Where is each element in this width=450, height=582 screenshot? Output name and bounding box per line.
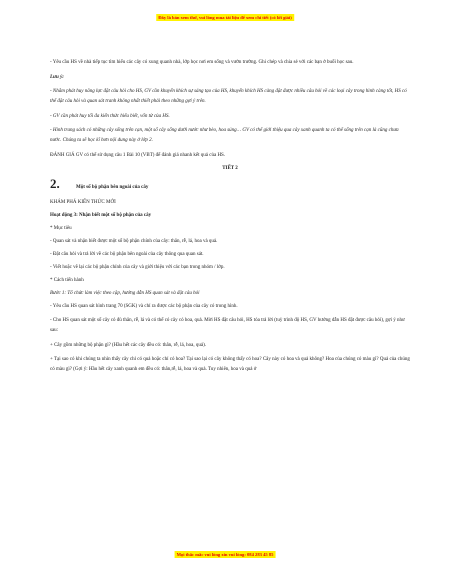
step-1-item-1: - Yêu cầu HS quan sát hình trang 70 (SGK) và chỉ ra được các bộ phận của cây có trong hình. bbox=[50, 304, 238, 309]
note-heading: Lưu ý: bbox=[50, 75, 64, 80]
section-number: 2. bbox=[50, 176, 60, 191]
note-2: - GV cần phát huy tối đa kiến thức hiểu biết, vốn từ của HS. bbox=[50, 114, 170, 119]
step-1-heading: Bước 1: Tổ chức làm việc theo cặp, hướng dẫn HS quan sát và đặt câu hỏi bbox=[50, 291, 200, 296]
explore-heading: KHÁM PHÁ KIẾN THỨC MỚI bbox=[50, 200, 116, 205]
note-3: - Hình trang sách có những cây sống trên cạn, một số cây sống dưới nước như bèo, hoa súng… GV có thể giới thiệu qua cây xanh quanh ta có thể sống trên cạn là cũng chưa nước. Chúng ta sẽ học kĩ hơn nội dung này ở lớp 2. bbox=[50, 128, 399, 143]
note-1: - Nhằm phát huy năng lực đặt câu hỏi cho HS, GV cần khuyến khích sự sáng tạo của HS, khuyến khích HS càng đặt được nhiều câu hỏi về các loại cây trong hình càng tốt, HS có thể đặt câu hỏi và quan sát tranh không nhất thiết phải theo những gợi ý trên. bbox=[50, 89, 407, 104]
activity-heading: Hoạt động 3: Nhận biết một số bộ phận của cây bbox=[50, 213, 152, 218]
step-1-item-3: + Cây gồm những bộ phận gì? (Hầu hết các cây đều có: thân, rễ, lá, hoa, quả). bbox=[50, 343, 207, 348]
objective-heading: * Mục tiêu bbox=[50, 226, 72, 231]
lesson-period-heading: TIẾT 2 bbox=[222, 166, 238, 171]
step-1-item-2: - Cho HS quan sát một số cây có đủ thân, rễ, lá và có thể có cây có hoa, quả. Mời HS đặt câu hỏi, HS tóa trả lời (tuỳ trình độ HS, GV hướng dẫn HS đặt được câu hỏi), gợi ý như sau: bbox=[50, 318, 405, 333]
objective-2: - Đặt câu hỏi và trả lời về các bộ phận bên ngoài của cây thông qua quan sát. bbox=[50, 252, 204, 257]
header-banner: Đây là bản xem thử, vui lòng mua tài liệu để xem chi tiết (có lời giải) bbox=[158, 15, 292, 20]
step-1-item-4: + Tại sao có khi chúng ta nhìn thấy cây chỉ có quả hoặc chỉ có hoa? Tại sao lại có cây không thấy có hoa? Cây này có hoa và quả không? Hoa của chúng có màu gì? Quả của chúng có màu gì? (Gợi ý: Hầu hết cây xanh quanh em đều có: thân,rễ, lá, hoa và quả. Tuy nhiên, hoa và quả ở bbox=[50, 357, 410, 372]
section-title: Một số bộ phận bên ngoài của cây bbox=[76, 185, 149, 190]
paragraph-homework: - Yêu cầu HS về nhà tiếp tục tìm hiểu các cây có xung quanh nhà, lớp học nơi em sống và vườn trường. Ghi chép và chia sẻ với các bạn ở buổi học sau. bbox=[50, 60, 354, 65]
section-heading bbox=[50, 178, 410, 191]
objective-3: - Viết hoặc vẽ lại các bộ phận chính của cây và giới thiệu với các bạn trong nhóm / lớp. bbox=[50, 265, 225, 270]
assessment-paragraph: ĐÁNH GIÁ GV có thể sử dụng câu 1 Bài 10 (VBT) để đánh giá nhanh kết quả của HS. bbox=[50, 153, 226, 158]
footer-banner: Mọi thắc mắc vui lòng xin vui lòng: 084 283 45 85 bbox=[176, 552, 274, 557]
procedure-heading: * Cách tiến hành bbox=[50, 278, 84, 283]
objective-1: - Quan sát và nhận biết được một số bộ phận chính của cây: thân, rễ, lá, hoa và quả. bbox=[50, 239, 218, 244]
document-body bbox=[50, 58, 410, 381]
